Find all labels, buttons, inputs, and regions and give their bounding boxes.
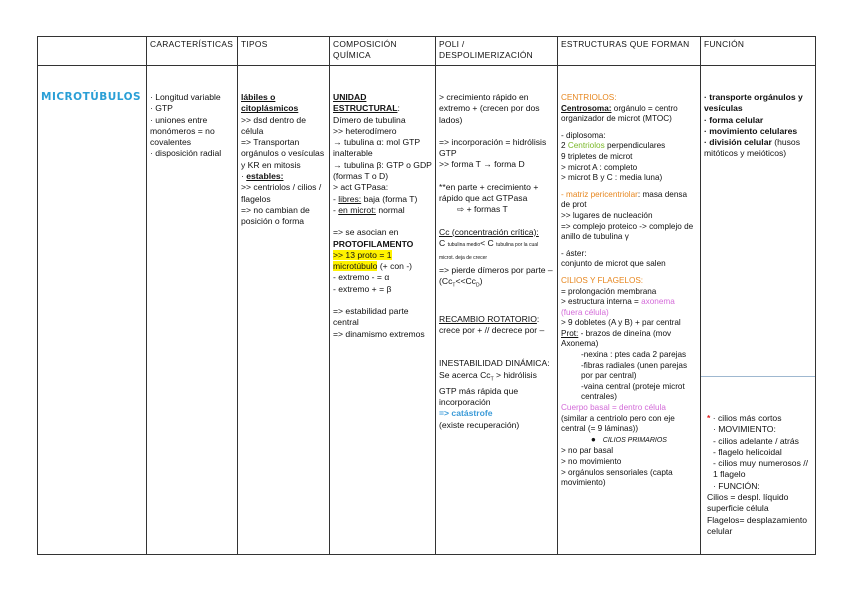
ins-line: > hidrólisis GTP más rápida que incorporación <box>439 369 537 408</box>
prot-label: Prot: <box>561 328 579 338</box>
funcion-cell <box>701 66 816 555</box>
libres-text: baja (forma T) <box>363 193 418 204</box>
header-poli: POLI / DESPOLIMERIZACIÓN <box>436 37 558 66</box>
matriz-text: : masa densa de prot <box>561 189 688 210</box>
fn-line: · MOVIMIENTO: <box>713 424 776 435</box>
ins-line: Se acerca Cc <box>439 369 491 380</box>
comp-line: > act GTPasa: <box>333 182 389 193</box>
header-tipos: TIPOS <box>238 37 330 66</box>
fn-line: - cilios adelante / atrás <box>713 435 799 446</box>
rr-text: : crece por + // decrece por – <box>439 313 545 336</box>
est-line: -fibras radiales (unen parejas por par central) <box>581 360 688 381</box>
tipos-line: >> centriolos / cilios / flagelos <box>241 182 322 204</box>
tipos-line: => no cambian de posición o forma <box>241 204 310 227</box>
fn-line: · FUNCIÓN: <box>713 480 760 491</box>
carac-item: · uniones entre monómeros = no covalentes <box>150 114 215 148</box>
est-line: (similar a centriolo pero con eje central (= 9 láminas)) <box>561 413 675 434</box>
cilios-cortos: · cilios más cortos <box>710 413 782 423</box>
enmicrot-text: normal <box>378 204 405 215</box>
centriolos-title: CENTRIOLOS: <box>561 93 617 102</box>
ins-sub: T <box>490 376 494 383</box>
cilios-title: CILIOS Y FLAGELOS: <box>561 275 644 285</box>
est-line: = prolongación membrana <box>561 286 657 296</box>
study-table <box>37 36 816 555</box>
ins-title: INESTABILIDAD DINÁMICA: <box>439 358 550 369</box>
poli-cell <box>436 66 558 555</box>
est-line: -vaina central (proteje microt centrales) <box>581 381 685 402</box>
est-line: >> lugares de nucleación <box>561 210 653 220</box>
poli-line: **en parte + crecimiento + rápido que act GTPasa <box>439 181 539 204</box>
composicion-cell: UNIDAD ESTRUCTURAL: Dímero de tubulina >> heterodímero → tubulina α: mol GTP inalterable → tubulina β: GTP o GDP (formas T o D) > act GTPasa: - libres: baja (forma T) - en microt: normal => se asocian en PROTOFILAMENTO >> 13 proto = 1 microtúbulo (+ con -) - extremo - = α - extremo + = β => estabilidad parte central => dinamismo extremos <box>330 66 436 555</box>
dip-b: Centriolos <box>567 141 605 151</box>
poli-line: > crecimiento rápido en extremo + (crecen por dos lados) <box>439 92 540 125</box>
cc-title: Cc (concentración crítica): <box>439 226 539 237</box>
tipos-line: => Transportan orgánulos o vesículas y KR en mitosis <box>241 137 325 170</box>
carac-item: · Longitud variable <box>150 92 221 102</box>
est-line: => complejo proteico -> complejo de anillo de tubulina γ <box>561 221 694 242</box>
est-line: 9 tripletes de microt <box>561 151 633 161</box>
poli-line: ⇨ + formas T <box>457 204 508 215</box>
cilios-primarios: CILIOS PRIMARIOS <box>602 436 667 444</box>
header-estructuras: ESTRUCTURAS QUE FORMAN <box>558 37 701 66</box>
cc-sub: D <box>475 282 480 289</box>
row-title: MICROTÚBULOS <box>38 66 147 555</box>
est-line: - diplosoma: <box>561 130 606 140</box>
header-composicion: COMPOSICIÓN QUÍMICA <box>330 37 436 66</box>
est-line: conjunto de microt que salen <box>561 259 666 269</box>
fn-line: Cilios = despl. líquido superficie célula <box>707 492 789 514</box>
colon: : <box>397 103 400 114</box>
labiles-title: lábiles o citoplásmicos <box>241 92 299 114</box>
comp-line: => estabilidad parte central <box>333 306 409 328</box>
ins-line: (existe recuperación) <box>439 419 520 430</box>
cc-sub: tubulina por la cual microt. deja de crecer <box>439 241 539 262</box>
prot-text: - brazos de dineína (mov Axonema) <box>561 328 672 349</box>
funcion-item: · transporte orgánulos y vesículas <box>704 92 803 114</box>
bullet: ● <box>591 434 596 444</box>
funcion-item: · división celular <box>704 137 772 148</box>
comp-line: → tubulina α: mol GTP inalterable <box>333 137 420 159</box>
cc-lt: < C <box>480 237 494 248</box>
catastrofe: => catástrofe <box>439 408 493 419</box>
est-line: > orgánulos sensoriales (capta movimiento) <box>561 467 673 488</box>
header-empty <box>38 37 147 66</box>
cc-c: C <box>439 237 446 248</box>
header-row <box>38 37 816 66</box>
centrosoma-label: Centrosoma: <box>561 103 612 113</box>
poli-line: => incorporación = hidrólisis GTP <box>439 136 547 159</box>
est-line: > 9 dobletes (A y B) + par central <box>561 318 681 328</box>
libres-label: libres: <box>338 193 362 204</box>
tipos-cell: lábiles o citoplásmicos >> dsd dentro de célula => Transportan orgánulos o vesículas y KR en mitosis · estables: >> centriolos / cilios / flagelos => no cambian de posición o forma <box>238 66 330 555</box>
cuerpo-basal: Cuerpo basal = dentro célula <box>561 403 666 413</box>
cc-line: => pierde dímeros por parte – (Cc <box>439 264 553 286</box>
cc-sub: tubulina medio <box>447 241 481 248</box>
est-line: > microt B y C : media luna) <box>561 173 663 183</box>
comp-line: => dinamismo extremos <box>333 328 425 339</box>
funcion-top <box>701 66 815 376</box>
axonema: axonema (fuera célula) <box>561 297 675 317</box>
fn-line: - flagelo helicoidal <box>713 446 782 457</box>
estructuras-cell <box>558 66 701 555</box>
funcion-item: (husos mitóticos y meióticos) <box>704 137 801 159</box>
enmicrot-label: en microt: <box>338 204 376 215</box>
comp-line: → tubulina β: GTP o GDP (formas T o D) <box>333 159 432 182</box>
est-line: > microt A : completo <box>561 162 638 172</box>
est-line: > no movimiento <box>561 457 622 466</box>
funcion-item: · movimiento celulares <box>704 125 798 136</box>
funcion-item: · forma celular <box>704 114 764 125</box>
dip-a: 2 <box>561 141 566 151</box>
star-icon: * <box>707 413 711 423</box>
comp-line: - extremo + = β <box>333 283 392 294</box>
comp-line: Dímero de tubulina <box>333 114 406 125</box>
poli-line: >> forma T → forma D <box>439 159 525 170</box>
comp-line: => se asocian en <box>333 227 399 238</box>
centrosoma-text: orgánulo = centro organizador de microt (MTOC) <box>561 103 678 124</box>
comp-line: - extremo - = α <box>333 272 390 283</box>
cc-line: <<Cc <box>455 275 476 286</box>
funcion-bottom <box>701 376 815 539</box>
matriz-label: - matriz pericentriolar <box>561 189 638 199</box>
proto-highlight: >> 13 proto = 1 microtúbulo <box>333 249 392 272</box>
tipos-line: >> dsd dentro de célula <box>241 114 306 136</box>
estables-title: estables: <box>246 171 284 182</box>
caracteristicas-cell <box>147 66 238 555</box>
cc-line: ) <box>479 275 483 286</box>
carac-item: · disposición radial <box>150 148 222 159</box>
header-caracteristicas: CARACTERÍSTICAS <box>147 37 238 66</box>
proto-after: (+ con -) <box>379 261 413 272</box>
est-line: -nexina : ptes cada 2 parejas <box>581 350 687 360</box>
rr-title: RECAMBIO ROTATORIO <box>439 313 537 324</box>
microtubulos-row <box>38 66 816 555</box>
cc-sub: T <box>452 282 456 289</box>
est-line: > no par basal <box>561 446 614 456</box>
est-line: - áster: <box>561 248 587 258</box>
unidad-title: UNIDAD ESTRUCTURAL <box>333 92 398 114</box>
dip-c: perpendiculares <box>607 141 666 151</box>
carac-item: · GTP <box>150 103 173 114</box>
comp-line: >> heterodímero <box>333 125 397 136</box>
fn-line: - cilios muy numerosos // 1 flagelo <box>713 458 809 480</box>
fn-line: Flagelos= desplazamiento celular <box>707 514 808 536</box>
est-int: > estructura interna = <box>561 297 639 307</box>
protofilamento: PROTOFILAMENTO <box>333 238 414 249</box>
header-funcion: FUNCIÓN <box>701 37 816 66</box>
